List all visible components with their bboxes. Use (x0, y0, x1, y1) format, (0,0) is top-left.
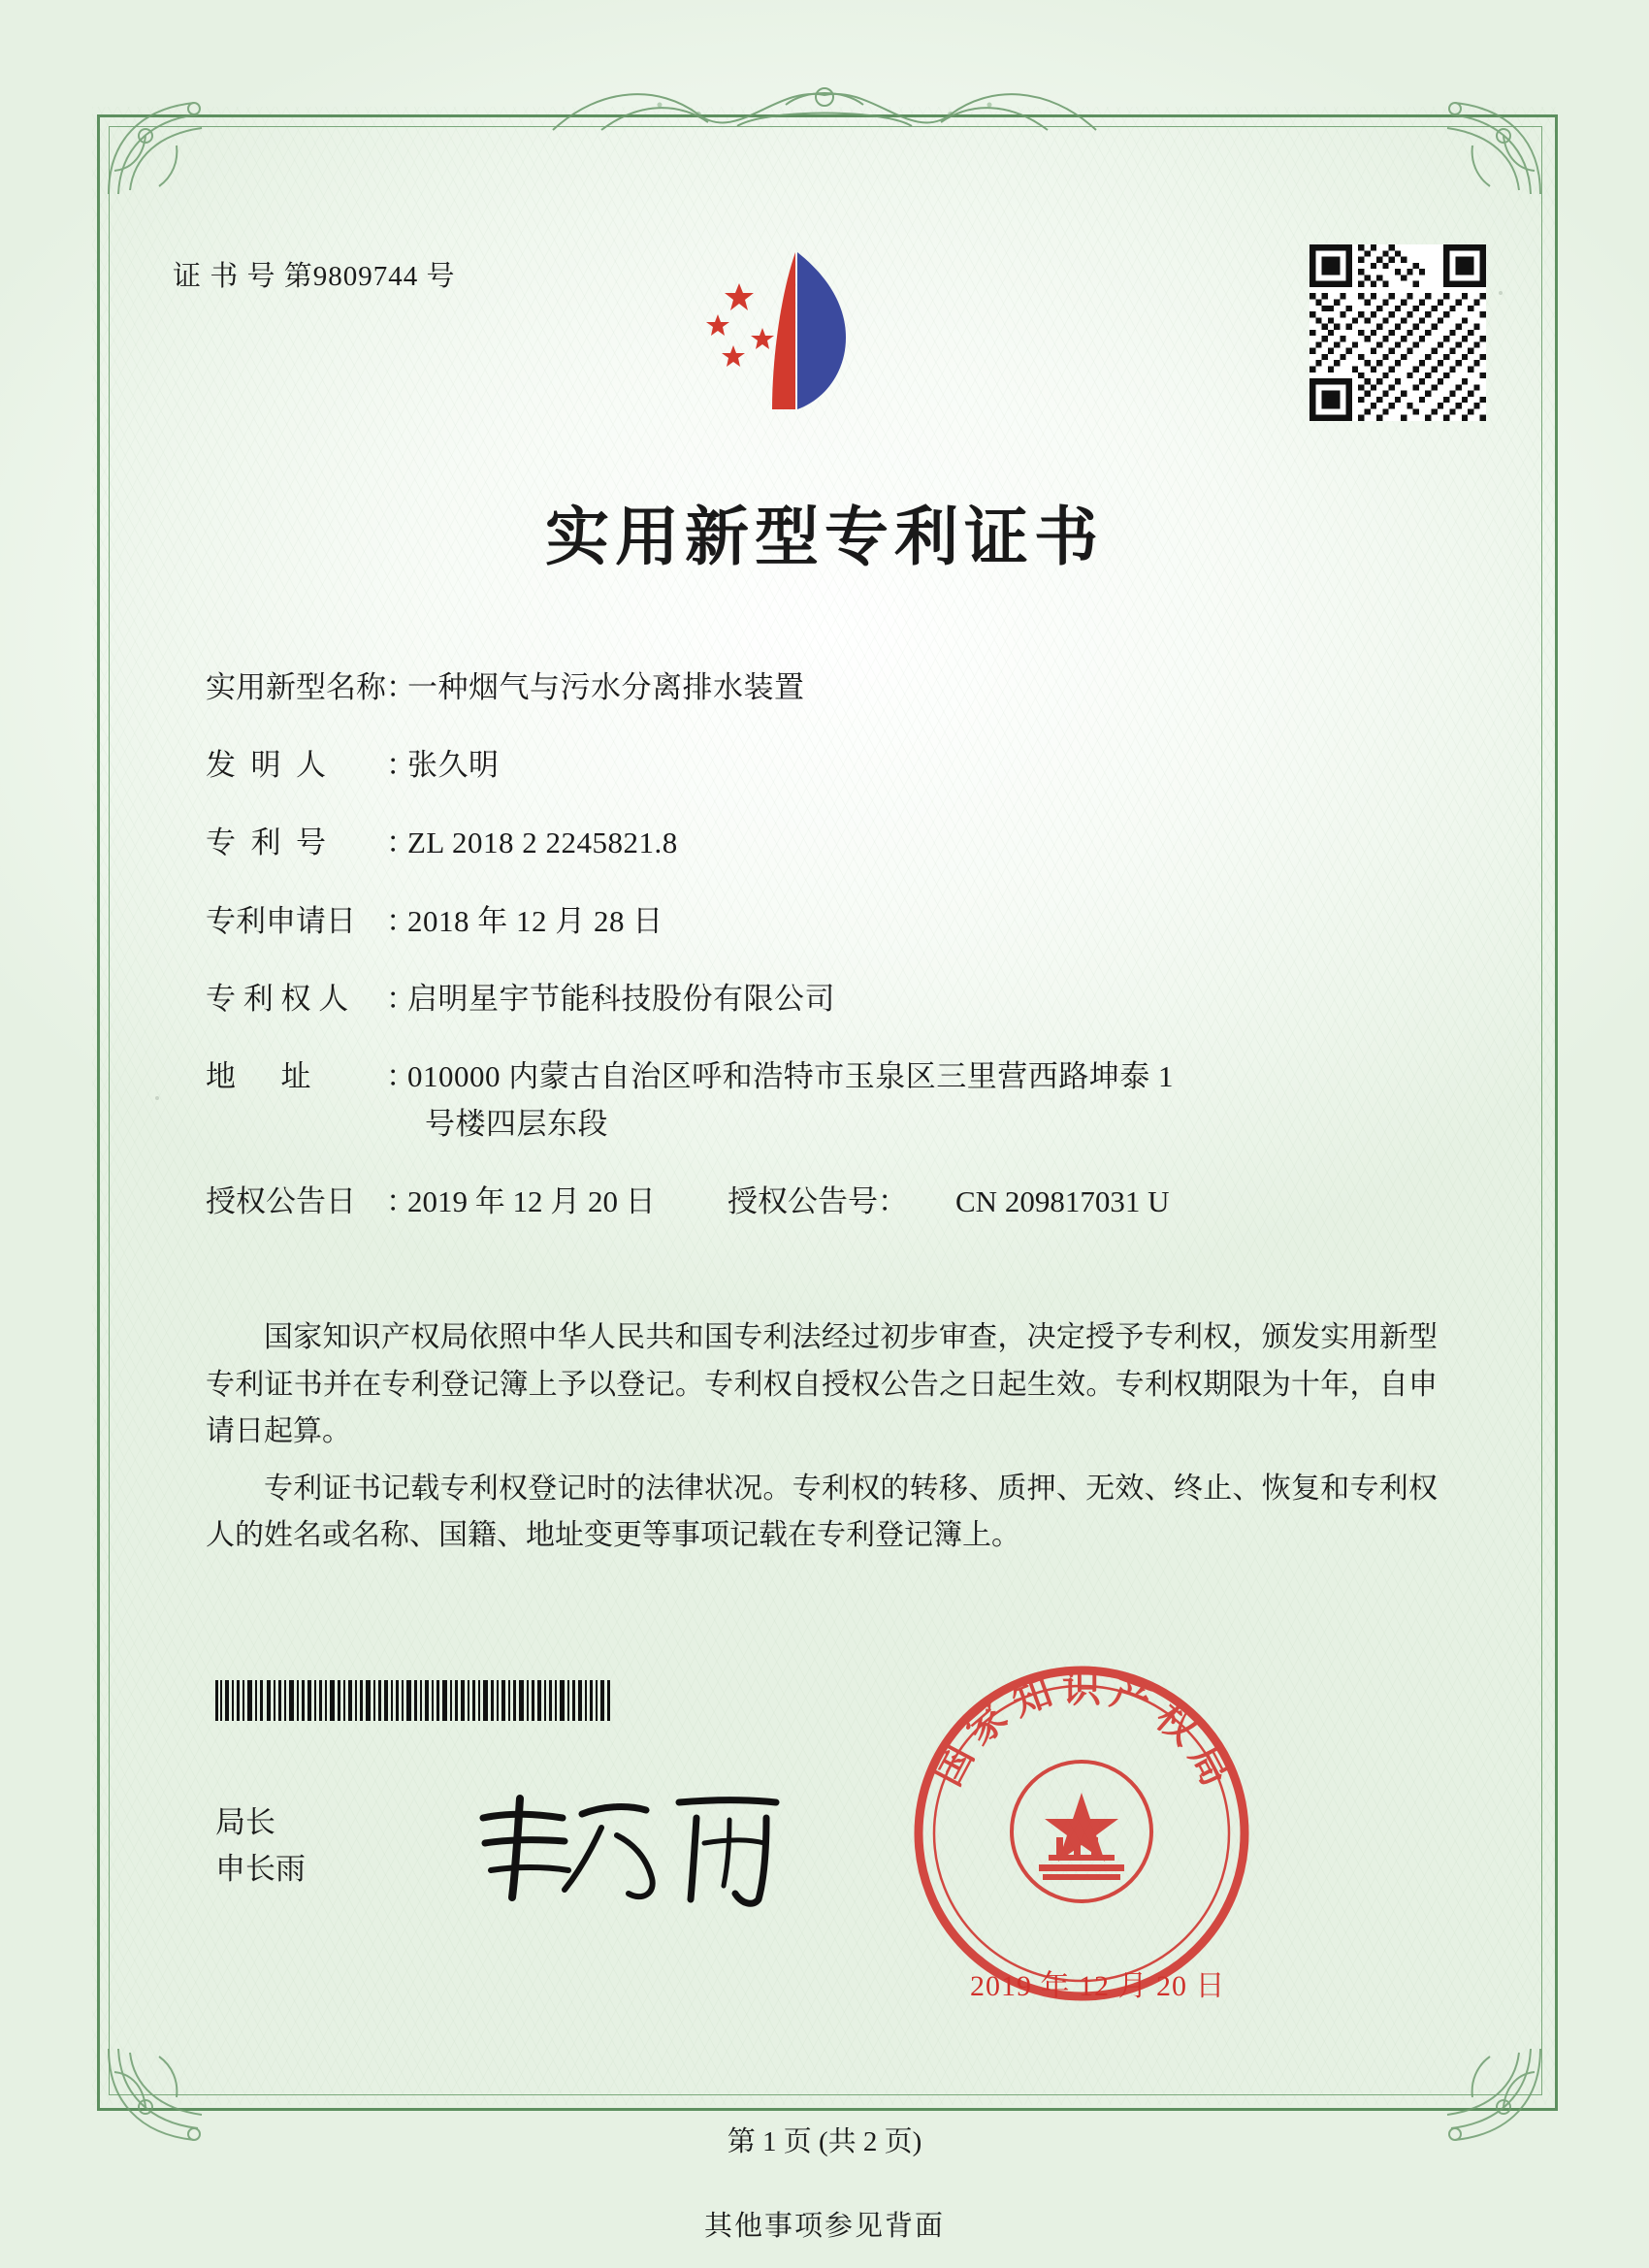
field-value-multiline (407, 1058, 1457, 1142)
field-colon: ： (386, 670, 416, 704)
field-colon: ： (386, 1058, 416, 1093)
field-label: 专 利 号 (206, 826, 326, 860)
svg-text:产: 产 (1105, 1669, 1157, 1726)
handwritten-signature (456, 1785, 824, 1911)
svg-text:局: 局 (1180, 1737, 1240, 1794)
cnipa-logo (679, 244, 883, 429)
footer-note: 其他事项参见背面 (703, 2211, 945, 2242)
director-name: 申长雨 (215, 1852, 306, 1887)
field-value: 一种烟气与污水分离排水装置 (407, 670, 805, 704)
svg-text:知: 知 (1006, 1669, 1058, 1726)
field-utility-model-name (206, 669, 1457, 705)
paragraph-1: 国家知识产权局依照中华人民共和国专利法经过初步审查，决定授予专利权，颁发实用新型专利证书并在专利登记簿上予以登记。专利权自授权公告之日起生效。专利权期限为十年，自申请日起算。 (206, 1321, 1438, 1448)
seal-date: 2019 年 12 月 20 日 (970, 1970, 1226, 2002)
qr-code (1310, 244, 1486, 421)
field-colon: ： (386, 903, 416, 938)
field-label: 专 利 权 人 (206, 981, 349, 1016)
page-title: 实用新型专利证书 (545, 499, 1104, 574)
svg-text:国: 国 (923, 1737, 984, 1794)
national-ip-administration-seal (907, 1659, 1256, 2008)
publication-date-colon: ： (386, 1184, 416, 1219)
field-patent-number (206, 825, 1457, 860)
ornament-top-scroll (543, 76, 1106, 136)
svg-text:识: 识 (1062, 1666, 1101, 1711)
director-title: 局长 (215, 1805, 275, 1839)
ornament-corner-top-left (101, 93, 246, 200)
field-label: 专利申请日 (206, 903, 356, 938)
field-publication (206, 1183, 1457, 1219)
page-indicator: 第 1 页 (共 2 页) (727, 2126, 922, 2157)
field-value: 2018 年 12 月 28 日 (407, 903, 663, 938)
signature-labels (215, 1799, 306, 1893)
field-application-date (206, 903, 1457, 939)
publication-date-label: 授权公告日 (206, 1184, 356, 1219)
publication-number-label: 授权公告号： (728, 1184, 908, 1219)
field-label: 实用新型名称 (206, 670, 386, 704)
paragraph-2: 专利证书记载专利权登记时的法律状况。专利权的转移、质押、无效、终止、恢复和专利权人的姓名或名称、国籍、地址变更等事项记载在专利登记簿上。 (206, 1472, 1438, 1552)
field-value: 启明星宇节能科技股份有限公司 (407, 981, 835, 1016)
field-label: 发 明 人 (206, 748, 326, 783)
field-list (206, 669, 1457, 1259)
field-value: ZL 2018 2 2245821.8 (407, 826, 678, 860)
paper-speck (155, 1096, 159, 1100)
field-value: 张久明 (407, 748, 500, 783)
field-colon: ： (386, 748, 416, 783)
svg-text:权: 权 (1147, 1694, 1207, 1755)
field-colon: ： (386, 826, 416, 860)
paper-speck (1499, 291, 1503, 295)
field-address (206, 1058, 1457, 1142)
address-line-1: 010000 内蒙古自治区呼和浩特市玉泉区三里营西路坤泰 1 (407, 1058, 1174, 1093)
certificate-number: 证 书 号 第9809744 号 (173, 261, 456, 292)
field-label: 地 址 (206, 1058, 311, 1093)
ornament-corner-top-right (1403, 93, 1548, 200)
field-colon: ： (386, 981, 416, 1016)
address-line-2: 号楼四层东段 (425, 1107, 608, 1142)
barcode (215, 1680, 613, 1721)
publication-number-value: CN 209817031 U (955, 1184, 1170, 1219)
svg-text:家: 家 (956, 1694, 1017, 1755)
publication-date-value: 2019 年 12 月 20 日 (407, 1184, 656, 1219)
field-inventor (206, 747, 1457, 783)
field-patentee (206, 981, 1457, 1017)
legal-text (206, 1314, 1438, 1570)
